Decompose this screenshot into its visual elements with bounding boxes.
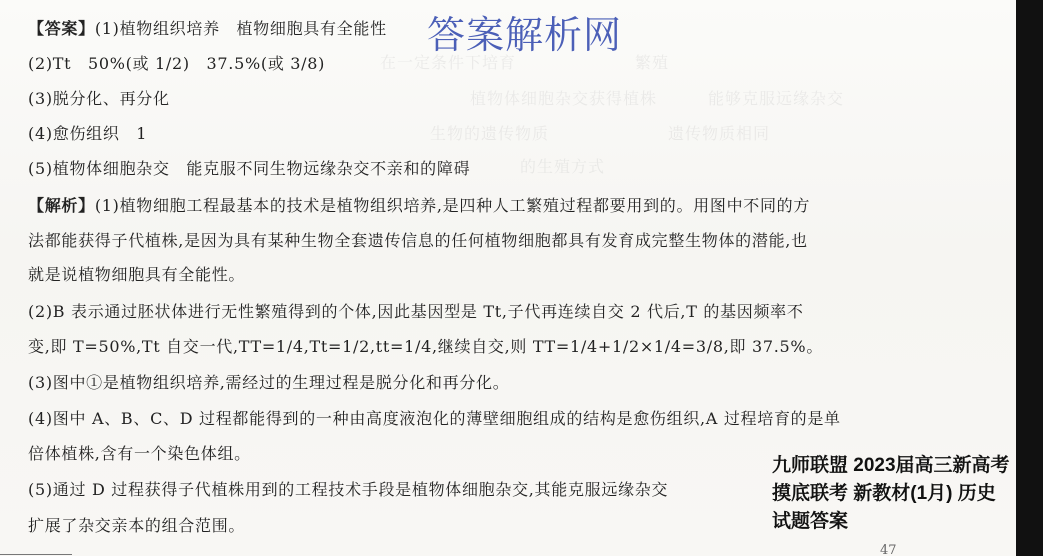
exam-link-line-2[interactable]: 摸底联考 新教材(1月) 历史 bbox=[772, 483, 996, 504]
exam-link-line-1[interactable]: 九师联盟 2023届高三新高考 bbox=[772, 455, 1010, 476]
analysis-line-3: 就是说植物细胞具有全能性。 bbox=[28, 265, 246, 284]
dark-scan-edge bbox=[1016, 0, 1043, 556]
analysis-line-10: 扩展了杂交亲本的组合范围。 bbox=[28, 516, 246, 535]
answer-line-4: (4)愈伤组织 1 bbox=[28, 124, 148, 143]
watermark-text: 答案解析网 bbox=[427, 13, 623, 57]
bottom-rule bbox=[0, 554, 72, 555]
answer-line-2: (2)Tt 50%(或 1/2) 37.5%(或 3/8) bbox=[28, 54, 326, 73]
exam-link-overlay[interactable] bbox=[772, 452, 1010, 536]
analysis-label: 【解析】 bbox=[28, 196, 95, 215]
analysis-line-6: (3)图中①是植物组织培养,需经过的生理过程是脱分化和再分化。 bbox=[28, 373, 510, 392]
answer-line-3: (3)脱分化、再分化 bbox=[28, 89, 170, 108]
analysis-line-5: 变,即 T=50%,Tt 自交一代,TT=1/4,Tt=1/2,tt=1/4,继续自交,则 TT=1/4+1/2×1/4=3/8,即 37.5%。 bbox=[28, 337, 824, 356]
document-page: 在一定条件下培育 繁殖 植物体细胞杂交获得植株 能够克服远缘杂交 生物的遗传物质 遗传物质相同 的生殖方式 答案解析网 【答案】(1)植物组织培养 植物细胞具有全能性 (2)Tt 50%(或 1/2) 37.5%(或 3/8) (3)脱分化、再分化 (4)愈伤组织 1 (5)植物体细胞杂交 能克服不同生物远缘杂交不亲和的障碍 【解析】(1)植物细胞工程最基本的技术是植物组织培养,是四种人工繁殖过程都要用到的。用图中不同的方 法都能获得子代植株,是因为具有某种生物全套遗传信息的任何植物细胞都具有发育成完整生物体的潜能,也 就是说植物细胞具有全能性。 (2)B 表示通过胚状体进行无性繁殖得到的个体,因此基因型是 Tt,子代再连续自交 2 代后,T 的基因频率不 变,即 T=50%,Tt 自交一代,TT=1/4,Tt=1/2,tt=1/4,继续自交,则 TT=1/4+1/2×1/4=3/8,即 37.5%。 (3)图中①是植物组织培养,需经过的生理过程是脱分化和再分化。 (4)图中 A、B、C、D 过程都能得到的一种由高度液泡化的薄壁细胞组成的结构是愈伤组织,A 过程培育的是单 倍体植株,含有一个染色体组。 (5)通过 D 过程获得子代植株用到的工程技术手段是植物体细胞杂交,其能克服远缘杂交 扩展了杂交亲本的组合范围。 47 bbox=[0, 0, 1016, 556]
analysis-line-8: 倍体植株,含有一个染色体组。 bbox=[28, 444, 251, 463]
analysis-line-7: (4)图中 A、B、C、D 过程都能得到的一种由高度液泡化的薄壁细胞组成的结构是愈伤组织,A 过程培育的是单 bbox=[28, 409, 841, 428]
answer-line-5: (5)植物体细胞杂交 能克服不同生物远缘杂交不亲和的障碍 bbox=[28, 159, 471, 178]
analysis-line-4: (2)B 表示通过胚状体进行无性繁殖得到的个体,因此基因型是 Tt,子代再连续自交 2 代后,T 的基因频率不 bbox=[28, 302, 804, 321]
exam-link-line-3[interactable]: 试题答案 bbox=[772, 511, 849, 532]
analysis-line-9: (5)通过 D 过程获得子代植株用到的工程技术手段是植物体细胞杂交,其能克服远缘杂交 bbox=[28, 480, 669, 499]
answer-text-1: (1)植物组织培养 植物细胞具有全能性 bbox=[94, 19, 387, 38]
answer-label: 【答案】 bbox=[28, 19, 95, 38]
answer-line-1 bbox=[28, 20, 387, 38]
page-number: 47 bbox=[880, 543, 897, 556]
analysis-line-1 bbox=[28, 197, 810, 215]
analysis-text-1: (1)植物细胞工程最基本的技术是植物组织培养,是四种人工繁殖过程都要用到的。用图中不同的方 bbox=[94, 196, 811, 215]
analysis-line-2: 法都能获得子代植株,是因为具有某种生物全套遗传信息的任何植物细胞都具有发育成完整生物体的潜能,也 bbox=[28, 231, 808, 250]
